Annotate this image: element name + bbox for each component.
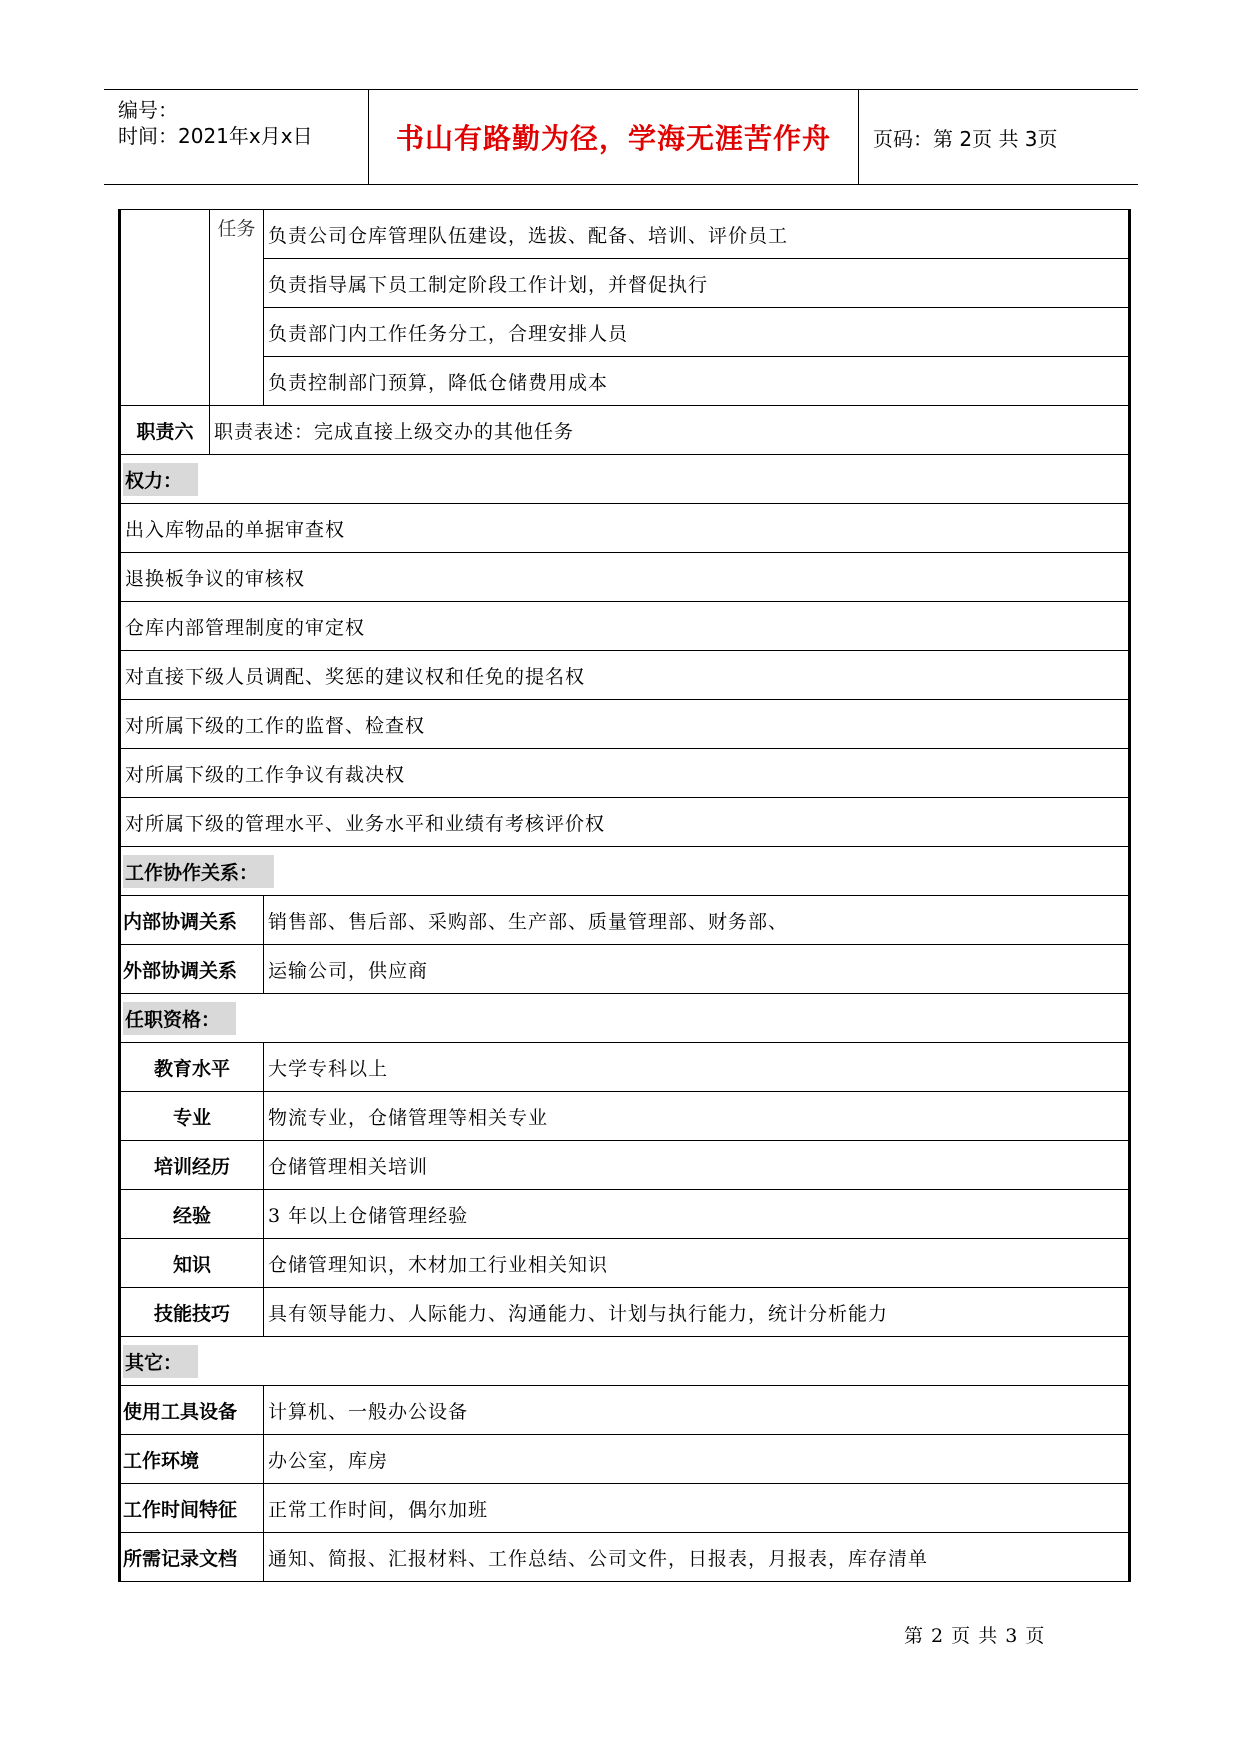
other-label: 使用工具设备 — [120, 1386, 264, 1435]
other-value: 计算机、一般办公设备 — [264, 1386, 1130, 1435]
other-title: 其它： — [123, 1345, 198, 1378]
other-row — [120, 1484, 1130, 1533]
qualification-label: 技能技巧 — [120, 1288, 264, 1337]
qualification-label: 知识 — [120, 1239, 264, 1288]
page-header — [104, 89, 1138, 185]
task-row — [120, 259, 1130, 308]
task-item: 负责控制部门预算，降低仓储费用成本 — [264, 357, 1130, 406]
power-row — [120, 553, 1130, 602]
job-description-table — [118, 209, 1131, 1582]
qualification-value: 3 年以上仓储管理经验 — [264, 1190, 1130, 1239]
power-item: 对所属下级的工作的监督、检查权 — [120, 700, 1130, 749]
task-label: 任务 — [210, 210, 264, 406]
time-label: 时间：2021年x月x日 — [118, 124, 313, 148]
header-page-cell — [859, 90, 1138, 184]
task-item: 负责公司仓库管理队伍建设，选拔、配备、培训、评价员工 — [264, 210, 1130, 259]
relations-label: 内部协调关系 — [120, 896, 264, 945]
other-value: 正常工作时间，偶尔加班 — [264, 1484, 1130, 1533]
other-row — [120, 1386, 1130, 1435]
power-row — [120, 749, 1130, 798]
relations-section-header — [120, 847, 1130, 896]
qualification-row — [120, 1043, 1130, 1092]
qualification-label: 专业 — [120, 1092, 264, 1141]
qualification-label: 培训经历 — [120, 1141, 264, 1190]
page-code: 页码：第 2页 共 3页 — [873, 126, 1058, 151]
other-row — [120, 1533, 1130, 1582]
qualification-value: 仓储管理相关培训 — [264, 1141, 1130, 1190]
other-label: 所需记录文档 — [120, 1533, 264, 1582]
power-title: 权力： — [123, 463, 198, 496]
qualification-value: 大学专科以上 — [264, 1043, 1130, 1092]
other-label: 工作时间特征 — [120, 1484, 264, 1533]
relations-label: 外部协调关系 — [120, 945, 264, 994]
header-motto-cell — [369, 90, 859, 184]
qualification-row — [120, 1092, 1130, 1141]
task-item: 负责部门内工作任务分工，合理安排人员 — [264, 308, 1130, 357]
task-row — [120, 210, 1130, 259]
qualification-row — [120, 1190, 1130, 1239]
power-item: 退换板争议的审核权 — [120, 553, 1130, 602]
number-label: 编号： — [118, 98, 178, 122]
power-row — [120, 651, 1130, 700]
other-section-header — [120, 1337, 1130, 1386]
relations-row — [120, 896, 1130, 945]
duty6-text: 职责表述：完成直接上级交办的其他任务 — [210, 406, 1130, 455]
qualification-label: 教育水平 — [120, 1043, 264, 1092]
other-row — [120, 1435, 1130, 1484]
power-row — [120, 700, 1130, 749]
task-empty-cell — [120, 210, 210, 406]
qualification-value: 物流专业，仓储管理等相关专业 — [264, 1092, 1130, 1141]
qualifications-section-header — [120, 994, 1130, 1043]
power-item: 出入库物品的单据审查权 — [120, 504, 1130, 553]
relations-value: 销售部、售后部、采购部、生产部、质量管理部、财务部、 — [264, 896, 1130, 945]
other-value: 通知、简报、汇报材料、工作总结、公司文件，日报表，月报表，库存清单 — [264, 1533, 1130, 1582]
power-item: 对所属下级的工作争议有裁决权 — [120, 749, 1130, 798]
power-item: 对直接下级人员调配、奖惩的建议权和任免的提名权 — [120, 651, 1130, 700]
relations-title: 工作协作关系： — [123, 855, 274, 888]
duty6-label: 职责六 — [120, 406, 210, 455]
relations-row — [120, 945, 1130, 994]
qualification-row — [120, 1239, 1130, 1288]
page-footer: 第 2 页 共 3 页 — [904, 1625, 1046, 1647]
qualification-label: 经验 — [120, 1190, 264, 1239]
qualification-row — [120, 1288, 1130, 1337]
power-row — [120, 602, 1130, 651]
task-item: 负责指导属下员工制定阶段工作计划，并督促执行 — [264, 259, 1130, 308]
motto: 书山有路勤为径，学海无涯苦作舟 — [395, 122, 831, 155]
relations-value: 运输公司，供应商 — [264, 945, 1130, 994]
other-value: 办公室，库房 — [264, 1435, 1130, 1484]
power-row — [120, 504, 1130, 553]
qualifications-title: 任职资格： — [123, 1002, 236, 1035]
qualification-value: 仓储管理知识，木材加工行业相关知识 — [264, 1239, 1130, 1288]
qualification-row — [120, 1141, 1130, 1190]
power-section-header — [120, 455, 1130, 504]
power-row — [120, 798, 1130, 847]
qualification-value: 具有领导能力、人际能力、沟通能力、计划与执行能力，统计分析能力 — [264, 1288, 1130, 1337]
task-row — [120, 357, 1130, 406]
header-meta — [104, 90, 369, 184]
power-item: 仓库内部管理制度的审定权 — [120, 602, 1130, 651]
other-label: 工作环境 — [120, 1435, 264, 1484]
task-row — [120, 308, 1130, 357]
power-item: 对所属下级的管理水平、业务水平和业绩有考核评价权 — [120, 798, 1130, 847]
duty6-row — [120, 406, 1130, 455]
